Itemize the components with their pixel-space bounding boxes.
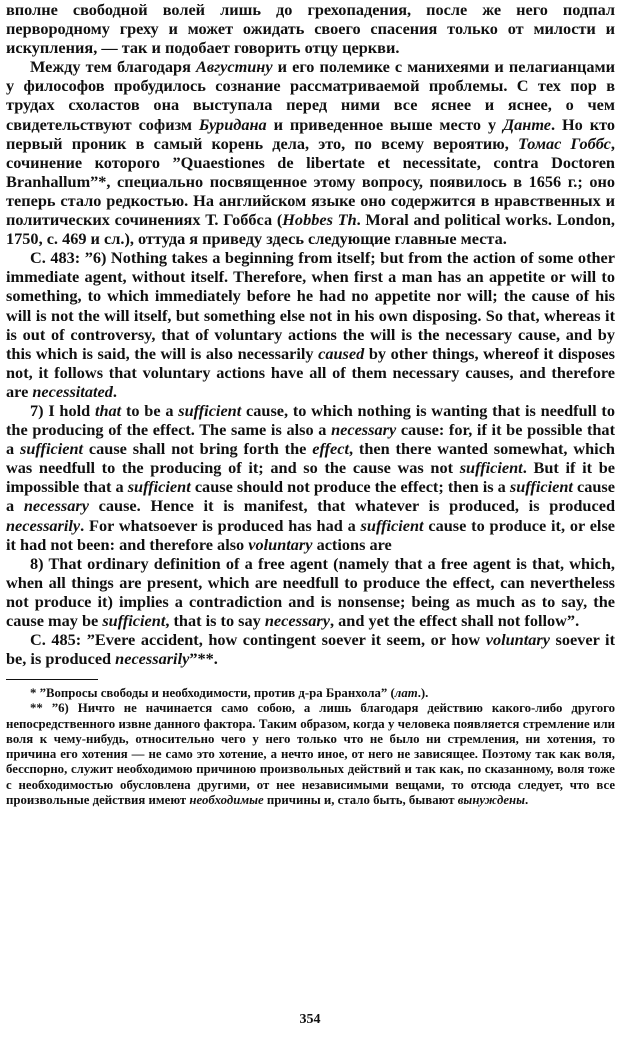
para-text: ”**. (189, 649, 218, 669)
para-text: . Но кто первый проник в самый корень дела, это, по всему вероятию, (6, 114, 616, 153)
para-text: to be a (121, 400, 179, 420)
paragraph (6, 554, 615, 630)
italic-text: Томас Гоббс (517, 133, 611, 153)
para-text: . Moral and political works. London, 1750, с. 469 и сл.), оттуда я приведу здесь следующие главные места. (6, 210, 615, 249)
para-text: soever it be, is produced (6, 630, 616, 669)
para-text: cause. Hence it is manifest, that whatever is produced, is produced (88, 496, 615, 516)
italic-text: necessary (264, 611, 330, 630)
footnotes (6, 686, 615, 808)
footnote (6, 686, 615, 701)
footnote-divider (6, 679, 98, 680)
para-text: , that is to say (165, 611, 265, 630)
main-text (6, 0, 615, 668)
para-text: Между тем благодаря (30, 57, 196, 77)
italic-text: necessarily (115, 649, 190, 669)
para-text: cause: for, if it be possible that a (6, 420, 615, 459)
para-text: , and yet the effect shall not follow”. (329, 611, 580, 630)
para-text: cause should not produce the effect; then is a (190, 477, 510, 497)
para-text: С. 483: ”6) Nothing takes a beginning from itself; but from the action of some other immediate agent, without itself. Therefore, when first a man has an appetite or will to something, to which immediately before he had no appetite nor will; the cause of his will is not the will itself, but something else not in his own disposing. So that, whereas it is out of controversy, that of voluntary actions the will is the necessary cause, and by this which is said, the will is also necessarily (6, 248, 615, 363)
para-text: , сочинение которого ”Quaestiones de libertate et necessitate, contra Doctoren Branhallum”*, специально посвященное этому вопросу, появилось в 1656 г.; оно теперь стало редкостью. На английском языке оно содержится в нравственных и политических сочинениях Т. Гоббса ( (6, 133, 615, 230)
page-number: 354 (299, 1012, 321, 1027)
italic-text: caused (318, 343, 365, 363)
para-text: cause, to which nothing is wanting that is needfull to the producing of the effect. The same is also a (6, 400, 615, 440)
italic-text: sufficient (509, 477, 573, 497)
footnote-text: причины и, стало быть, бывают (263, 792, 458, 807)
italic-text: Hobbes Th (282, 210, 357, 230)
para-text: С. 485: ”Evere accident, how contingent soever it seem, or how (30, 630, 486, 650)
italic-text: sufficient (127, 477, 191, 497)
italic-text: sufficient (178, 400, 242, 420)
paragraph (6, 57, 615, 248)
italic-text: вынуждены (457, 792, 525, 807)
italic-text: Буридана (198, 114, 267, 134)
para-text: actions are (312, 534, 392, 554)
para-text: by other things, whereof it disposes not, it follows that voluntary actions have all of them necessary causes, and therefore are (6, 343, 615, 401)
italic-text: sufficient (20, 439, 84, 459)
para-text: и приведенное выше место у (266, 114, 504, 134)
italic-text: Августину (195, 57, 273, 77)
footnote-text: .). (417, 686, 429, 701)
footnote (6, 701, 615, 807)
italic-text: необходимые (189, 792, 264, 807)
para-text: cause shall not bring forth the (83, 439, 313, 459)
para-text: . For whatsoever is produced has had a (80, 515, 361, 535)
paragraph (6, 0, 615, 57)
para-text: и его полемике с манихеями и пелагианцами у философов пробудилось сознание рассматриваемой проблемы. С тех пор в трудах схоластов она выступала перед ними все яснее и яснее, о чем свидетельствуют софизм (6, 57, 616, 134)
italic-text: effect (312, 439, 349, 459)
italic-text: Данте (503, 114, 551, 134)
italic-text: sufficient (102, 611, 166, 630)
para-text: . But if it be impossible that a (6, 458, 615, 497)
para-text: вполне свободной волей лишь до грехопадения, после же него подпал первородному греху и может ожидать своего спасения только от милости и искупления, — так и подобает говорить отцу церкви. (6, 0, 615, 58)
para-text: . (112, 381, 117, 401)
para-text: 7) I hold (30, 400, 95, 420)
footnote-text: * ”Вопросы свободы и необходимости, против д-ра Бранхола” ( (30, 686, 395, 701)
paragraph (6, 248, 615, 401)
italic-text: necessitated (32, 381, 113, 401)
italic-text: necessarily (6, 515, 81, 535)
italic-text: лат (394, 686, 418, 701)
italic-text: that (94, 400, 122, 420)
paragraph (6, 630, 615, 668)
paragraph (6, 401, 615, 554)
italic-text: necessary (331, 420, 397, 440)
italic-text: voluntary (248, 534, 313, 554)
italic-text: necessary (23, 496, 89, 516)
footnote-text: ** ”6) Ничто не начинается само собою, а лишь благодаря действию какого-либо другого непосредственного извне данного фактора. Таким образом, когда у человека появляется стремление или воля к чему-нибудь, относительно чего у него только что не было ни стремления, ни хотения, то причина его хотения — не само это хотение, а нечто иное, от него не зависящее. Поэтому так как воля, бесспорно, служит необходимою причиною произвольных действий и так как, по сказанному, воля тоже с необходимостью обусловлена другими, от нее независимыми вещами, то отсюда следует, что все произвольные действия имеют (6, 701, 615, 807)
italic-text: sufficient (360, 515, 424, 535)
italic-text: voluntary (485, 630, 550, 650)
footnote-text: . (524, 792, 529, 807)
para-text: cause to produce it, or else it had not been: and therefore also (6, 515, 616, 554)
para-text: 8) That ordinary definition of a free agent (namely that a free agent is that, which, when all things are present, which are needfull to produce the effect, can nevertheless not produce it) implies a contradiction and is nonsense; being as much as to say, the cause may be (6, 553, 615, 630)
para-text: , then there wanted somewhat, which was needfull to the producing of it; and so the cause was not (6, 439, 615, 478)
italic-text: sufficient (459, 458, 523, 478)
para-text: cause a (6, 477, 615, 516)
